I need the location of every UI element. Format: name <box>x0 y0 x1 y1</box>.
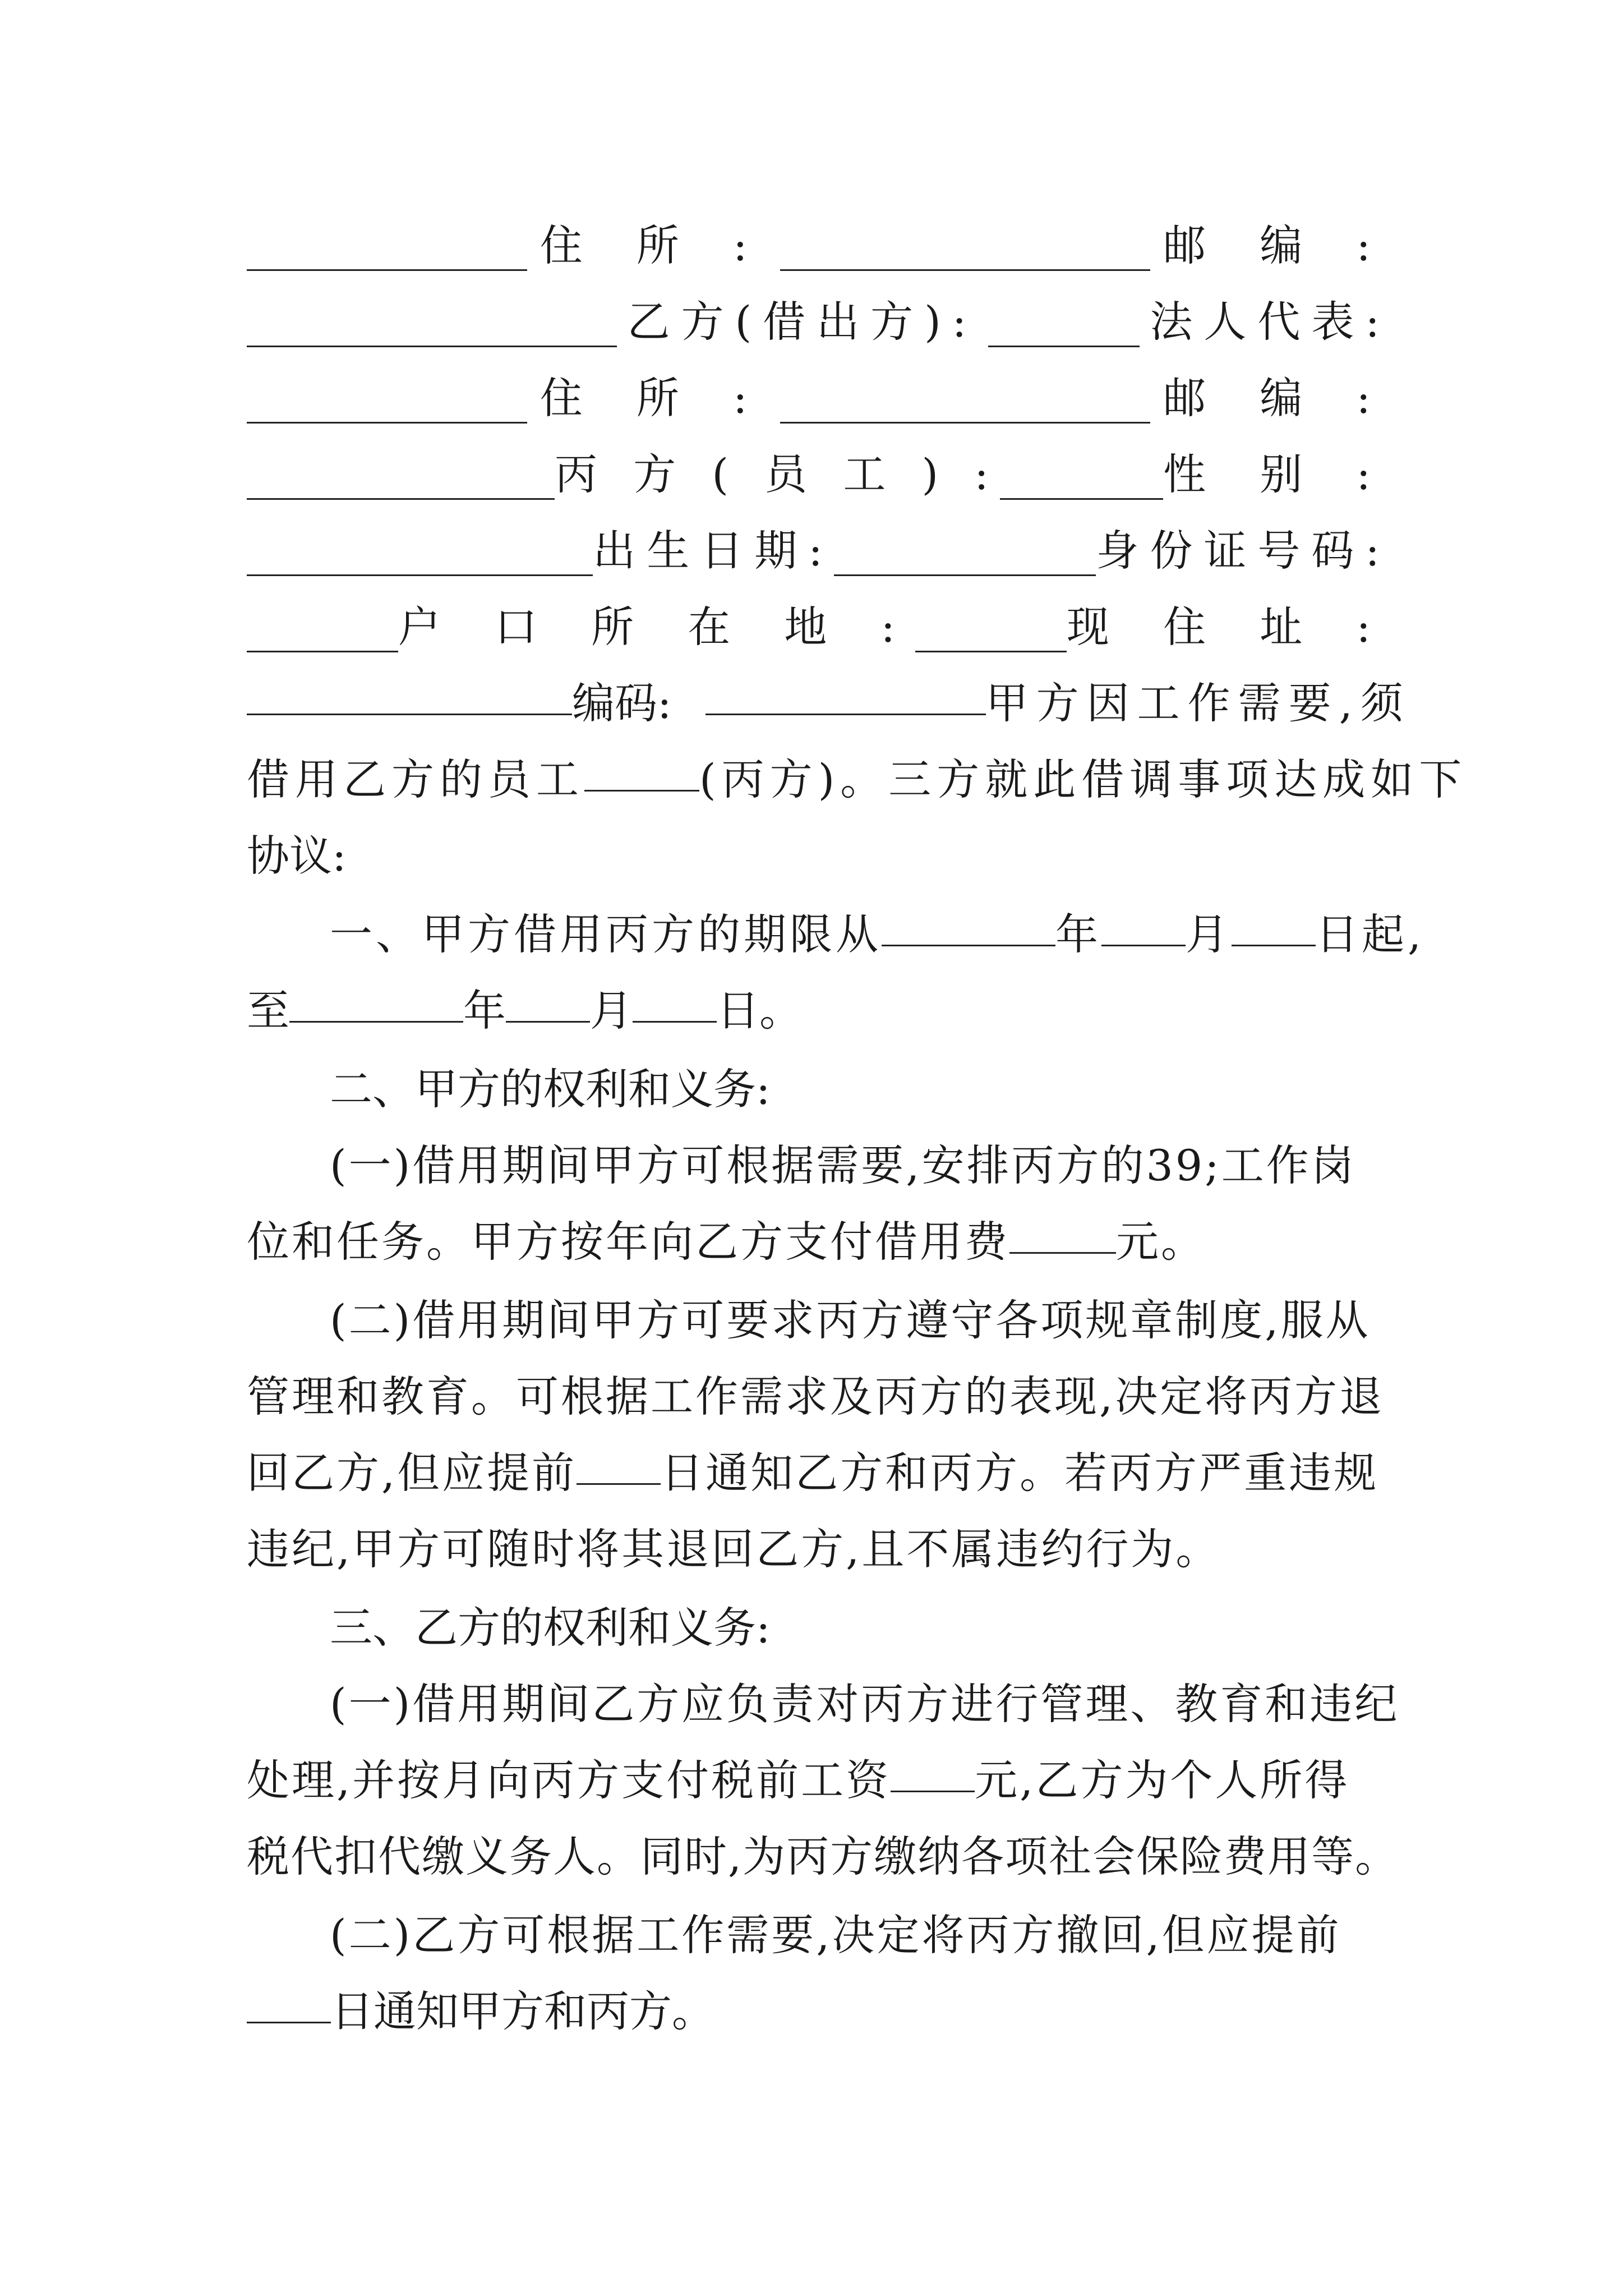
start-month-blank <box>1101 896 1186 946</box>
clause-2-heading <box>330 1051 1391 1128</box>
current-address-label: 现 住 址 : <box>1066 602 1391 652</box>
address-label: 住 所 : <box>540 373 768 423</box>
code-row <box>247 665 1411 742</box>
end-year-blank <box>289 973 463 1023</box>
clause-text: 至 <box>247 986 289 1036</box>
notice-days-blank <box>577 1435 661 1485</box>
clause-text: 年 <box>1055 909 1101 959</box>
birth-row <box>247 513 1391 589</box>
id-number-blank <box>247 602 398 652</box>
yi-party-blank <box>988 297 1140 347</box>
clause-text: 回乙方,但应提前 <box>247 1448 577 1498</box>
hukou-label: 户 口 所 在 地 : <box>398 602 916 652</box>
intro-line-1: 甲方因工作需要,须 <box>985 678 1411 728</box>
clause-text: (二)借用期间甲方可要求丙方遵守各项规章制度,服从 <box>330 1295 1371 1345</box>
clause-2-item-2-line-4 <box>247 1511 1391 1588</box>
clause-text: 位和任务。甲方按年向乙方支付借用费 <box>247 1217 1009 1267</box>
notice-days-blank <box>247 1973 331 2023</box>
clause-text: 年 <box>463 986 506 1036</box>
clause-2-item-1-line-1 <box>330 1128 1391 1204</box>
postcode-label: 邮 编 : <box>1163 373 1391 423</box>
postcode-value-blank <box>247 297 617 347</box>
hukou-row <box>247 589 1391 665</box>
bing-party-row <box>247 436 1391 513</box>
employee-name-blank <box>584 742 699 792</box>
clause-2-item-1-line-2 <box>247 1204 1391 1280</box>
clause-text: 日通知乙方和丙方。若丙方严重违规 <box>661 1448 1379 1498</box>
intro-text: (丙方)。三方就此借调事项达成如下 <box>699 754 1468 804</box>
clause-text: 日通知甲方和丙方。 <box>331 1986 714 2036</box>
current-address-blank <box>247 665 572 715</box>
clause-text: 元。 <box>1116 1217 1206 1267</box>
gender-label: 性 别 : <box>1163 449 1391 499</box>
gender-blank <box>247 526 593 576</box>
clause-3-item-2-line-1 <box>330 1897 1391 1973</box>
intro-line-2 <box>247 742 1468 818</box>
clause-text: 管理和教育。可根据工作需求及丙方的表现,决定将丙方退 <box>247 1372 1385 1421</box>
intro-text: 借用乙方的员工 <box>247 754 584 804</box>
clause-heading: 三、乙方的权利和义务: <box>330 1603 771 1653</box>
intro-text: 协议: <box>247 831 347 881</box>
borrow-fee-blank <box>1009 1204 1116 1254</box>
address-blank <box>247 374 527 424</box>
clause-3-item-1-line-3 <box>247 1819 1399 1895</box>
start-day-blank <box>1232 896 1316 946</box>
salary-blank <box>891 1742 975 1792</box>
end-month-blank <box>506 973 590 1023</box>
postcode-blank <box>780 221 1150 271</box>
clause-text: 日起, <box>1316 909 1425 959</box>
clause-text: 月 <box>1186 909 1232 959</box>
clause-3-item-2-line-2 <box>247 1973 1391 2050</box>
clause-2-item-2-line-1 <box>330 1282 1391 1359</box>
bing-party-blank <box>1000 450 1163 500</box>
address-label: 住 所 : <box>540 220 768 270</box>
clause-1-line-1 <box>330 896 1425 973</box>
clause-text: (二)乙方可根据工作需要,决定将丙方撤回,但应提前 <box>330 1910 1341 1960</box>
address-blank <box>247 221 527 271</box>
clause-text: 违纪,甲方可随时将其退回乙方,且不属违约行为。 <box>247 1524 1221 1574</box>
yi-party-label: 乙方(借出方): <box>627 297 978 347</box>
birth-date-label: 出生日期: <box>593 526 834 576</box>
clause-text: 处理,并按月向丙方支付税前工资 <box>247 1755 891 1805</box>
postcode-label: 邮 编 : <box>1163 220 1391 270</box>
end-day-blank <box>633 973 717 1023</box>
clause-1-line-2 <box>247 973 1391 1049</box>
yi-party-row <box>247 284 1391 360</box>
clause-text: 月 <box>590 986 633 1036</box>
clause-text: (一)借用期间甲方可根据需要,安排丙方的39;工作岗 <box>330 1140 1356 1190</box>
legal-rep-label: 法人代表: <box>1150 297 1391 347</box>
clause-text: 税代扣代缴义务人。同时,为丙方缴纳各项社会保险费用等。 <box>247 1832 1399 1881</box>
clause-2-item-2-line-3 <box>247 1435 1391 1511</box>
postcode-value-blank <box>247 450 555 500</box>
clause-text: 元,乙方为个人所得 <box>975 1755 1350 1805</box>
clause-text: 一、甲方借用丙方的期限从 <box>330 909 882 959</box>
hukou-blank <box>915 602 1067 652</box>
clause-3-item-1-line-1 <box>330 1666 1400 1742</box>
intro-line-3 <box>247 818 1391 894</box>
clause-heading: 二、甲方的权利和义务: <box>330 1064 771 1114</box>
jia-address-row <box>247 208 1391 284</box>
postcode-blank <box>780 374 1150 424</box>
bing-party-label: 丙 方 ( 员 工 ) : <box>555 449 1000 499</box>
clause-text: 日。 <box>717 986 802 1036</box>
clause-text: (一)借用期间乙方应负责对丙方进行管理、教育和违纪 <box>330 1679 1400 1729</box>
code-label: 编码: <box>572 678 672 728</box>
clause-3-heading <box>330 1590 1391 1666</box>
yi-address-row <box>247 360 1391 436</box>
birth-date-blank <box>834 526 1096 576</box>
id-number-label: 身份证号码: <box>1096 526 1391 576</box>
code-blank <box>706 665 986 715</box>
start-year-blank <box>882 896 1055 946</box>
clause-3-item-1-line-2 <box>247 1742 1391 1819</box>
clause-2-item-2-line-2 <box>247 1359 1391 1435</box>
